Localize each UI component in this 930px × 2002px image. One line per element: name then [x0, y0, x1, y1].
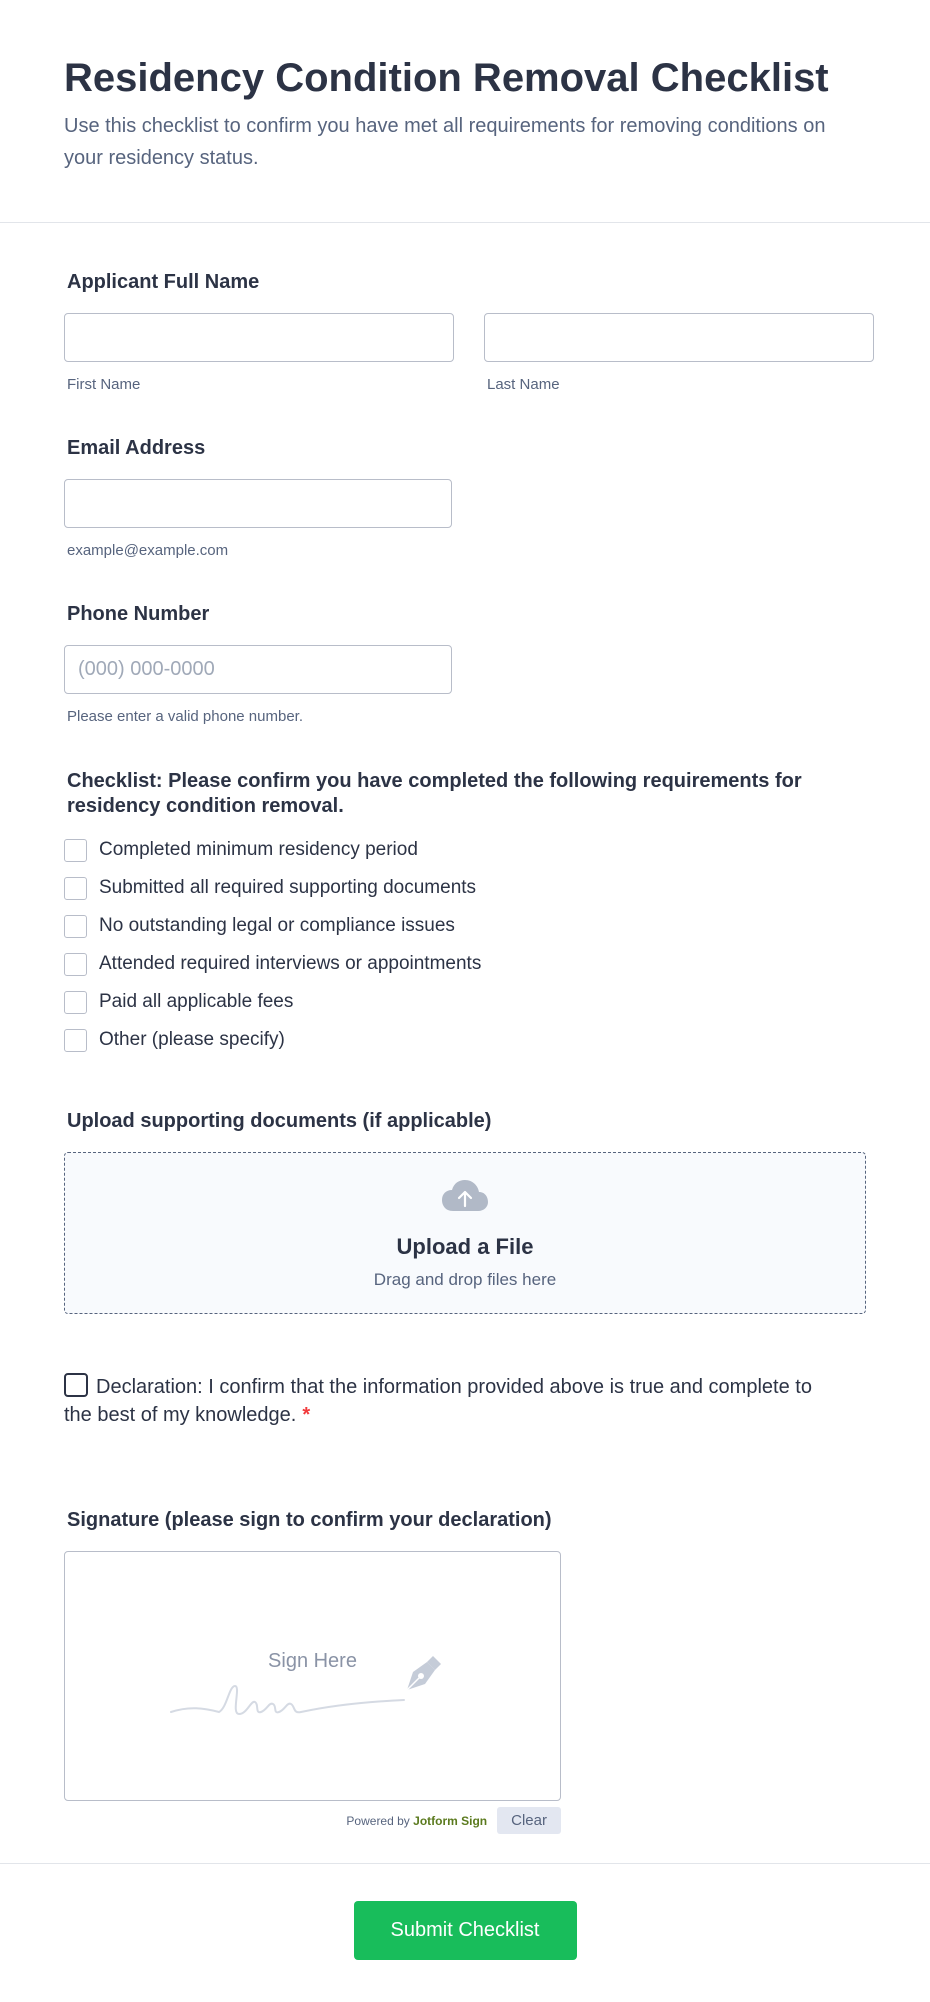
- form-footer: [0, 1863, 930, 1960]
- checkbox[interactable]: [64, 839, 87, 862]
- form-header: [0, 0, 930, 223]
- checkbox-label: No outstanding legal or compliance issues: [99, 915, 455, 936]
- signature-footer: [64, 1807, 561, 1834]
- page-subtitle: Use this checklist to confirm you have met all requirements for removing conditions on your residency status.: [64, 115, 826, 169]
- phone-input[interactable]: [64, 645, 452, 694]
- email-sublabel: example@example.com: [67, 542, 229, 559]
- form-body: [0, 271, 930, 1834]
- checkbox[interactable]: [64, 877, 87, 900]
- upload-dropzone[interactable]: [64, 1152, 866, 1314]
- last-name-sublabel: Last Name: [487, 376, 560, 393]
- powered-by-text: Powered by: [346, 1813, 410, 1828]
- checklist-option[interactable]: [64, 983, 866, 1021]
- checkbox[interactable]: [64, 915, 87, 938]
- phone-label: Phone Number: [67, 603, 210, 625]
- checkbox[interactable]: [64, 953, 87, 976]
- checklist-title: Checklist: Please confirm you have completed the following requirements for residency condition removal.: [67, 770, 802, 817]
- email-label: Email Address: [67, 437, 206, 459]
- checklist-options: [64, 831, 866, 1059]
- powered-by: [346, 1814, 487, 1828]
- checkbox-label: Submitted all required supporting documents: [99, 877, 477, 898]
- declaration-checkbox[interactable]: [64, 1373, 88, 1397]
- signature-section: [64, 1509, 866, 1834]
- signature-placeholder: Sign Here: [268, 1650, 357, 1672]
- checkbox[interactable]: [64, 1029, 87, 1052]
- checkbox[interactable]: [64, 991, 87, 1014]
- upload-label: Upload supporting documents (if applicable): [67, 1110, 492, 1132]
- email-section: [64, 437, 866, 559]
- first-name-input[interactable]: [64, 313, 454, 362]
- upload-title: Upload a File: [396, 1234, 534, 1259]
- checkbox-label: Attended required interviews or appointments: [99, 953, 482, 974]
- declaration-text: Declaration: I confirm that the information provided above is true and complete to the best of my knowledge.: [64, 1376, 812, 1426]
- jotform-sign-brand: Jotform Sign: [413, 1813, 488, 1828]
- phone-sublabel: Please enter a valid phone number.: [67, 708, 303, 725]
- checklist-option[interactable]: [64, 945, 866, 983]
- first-name-sublabel: First Name: [67, 376, 141, 393]
- page-title: Residency Condition Removal Checklist: [64, 56, 829, 100]
- email-input[interactable]: [64, 479, 452, 528]
- upload-subtitle: Drag and drop files here: [373, 1270, 557, 1289]
- full-name-section: [64, 271, 866, 393]
- signature-pad[interactable]: [64, 1551, 561, 1801]
- phone-section: [64, 603, 866, 725]
- signature-label: Signature (please sign to confirm your declaration): [67, 1509, 552, 1531]
- checklist-section: [64, 769, 866, 1059]
- checklist-option[interactable]: [64, 1021, 866, 1059]
- checkbox-label: Other (please specify): [99, 1029, 285, 1050]
- checkbox-label: Paid all applicable fees: [99, 991, 294, 1012]
- required-mark: *: [302, 1404, 311, 1426]
- clear-signature-button[interactable]: Clear: [497, 1807, 561, 1834]
- pen-nib-icon: [401, 1650, 445, 1699]
- full-name-row: [64, 313, 866, 393]
- checklist-option[interactable]: [64, 831, 866, 869]
- first-name-col: [64, 313, 454, 393]
- checklist-option[interactable]: [64, 907, 866, 945]
- signature-scribble-icon: [169, 1672, 409, 1727]
- last-name-input[interactable]: [484, 313, 874, 362]
- submit-button[interactable]: Submit Checklist: [354, 1901, 577, 1960]
- upload-section: [64, 1110, 866, 1314]
- full-name-label: Applicant Full Name: [67, 271, 260, 293]
- checkbox-label: Completed minimum residency period: [99, 839, 418, 860]
- declaration-field: [64, 1373, 824, 1429]
- checklist-option[interactable]: [64, 869, 866, 907]
- cloud-upload-icon: [65, 1153, 865, 1218]
- declaration-section: [64, 1373, 866, 1429]
- last-name-col: [484, 313, 874, 393]
